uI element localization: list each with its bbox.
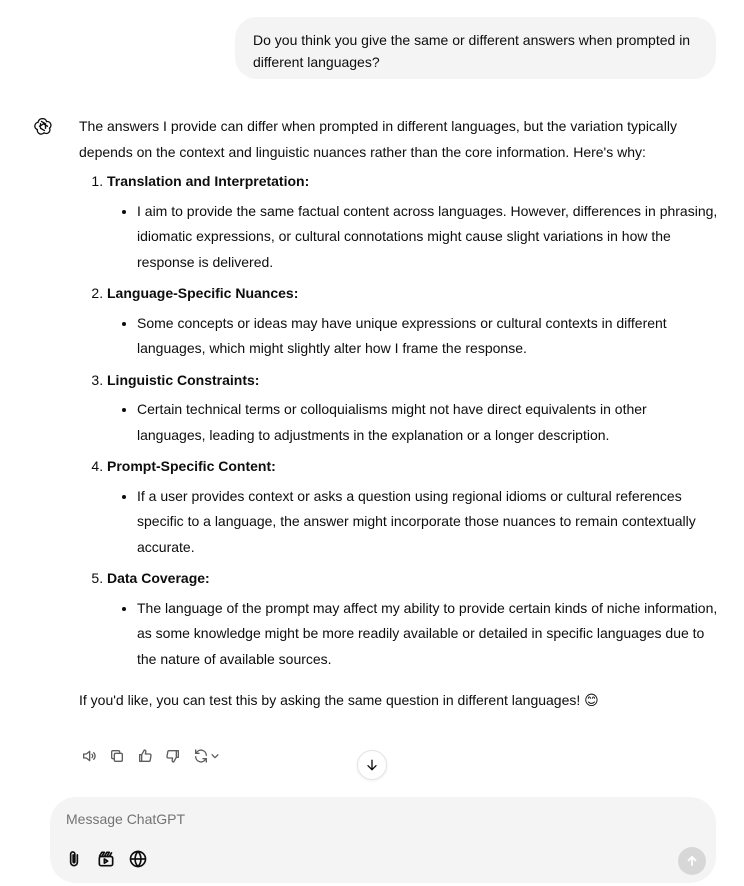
message-actions (79, 745, 221, 767)
arrow-down-icon (364, 757, 380, 773)
reply-closing (79, 688, 719, 714)
thumbs-up-button[interactable] (135, 745, 154, 767)
point-title: 5. Data Coverage: (107, 570, 210, 586)
chevron-down-icon (210, 751, 220, 761)
point-bullet: • The language of the prompt may affect my ability to provide certain kinds of niche information, as some knowledge might be more readily available or detailed in specific languages due to the nature of available sources. (137, 596, 719, 673)
point-title: 3. Linguistic Constraints: (107, 371, 260, 388)
point-title: 4. Prompt-Specific Content: (107, 458, 276, 474)
thumbs-down-button[interactable] (163, 745, 182, 767)
point-bullets (107, 596, 719, 673)
reply-points-list (79, 169, 719, 672)
reply-point (107, 566, 719, 672)
arrow-up-icon (685, 854, 699, 868)
point-bullet: • Certain technical terms or colloquialisms might not have direct equivalents in other languages, leading to adjustments in the explanation or a longer description. (137, 397, 719, 448)
copy-button[interactable] (107, 745, 126, 767)
reply-point (107, 454, 719, 560)
assistant-avatar (30, 113, 56, 139)
regenerate-icon (193, 748, 209, 764)
read-aloud-icon (81, 748, 97, 764)
composer-tools (64, 848, 148, 870)
point-title: 1. Translation and Interpretation: (107, 173, 310, 189)
attach-button[interactable] (64, 848, 84, 870)
point-bullet: • If a user provides context or asks a question using regional idioms or cultural references specific to a language, the answer might incorporate those nuances to remain contextually accurate. (137, 484, 719, 561)
point-bullet: • Some concepts or ideas may have unique expressions or cultural contexts in different languages, which might slightly alter how I frame the response. (137, 311, 719, 362)
point-title: 2. Language-Specific Nuances: (107, 285, 299, 301)
message-input[interactable] (66, 809, 666, 829)
point-bullets (107, 484, 719, 561)
thumbs-down-icon (165, 748, 181, 764)
send-button[interactable] (678, 847, 706, 875)
user-message-bubble (235, 17, 716, 79)
closing-text: If you'd like, you can test this by asking the same question in different languages! (79, 692, 581, 708)
globe-icon (128, 849, 148, 869)
assistant-reply (79, 114, 719, 714)
point-bullets (107, 199, 719, 276)
point-bullet: • I aim to provide the same factual content across languages. However, differences in phrasing, idiomatic expressions, or cultural connotations might cause slight variations in how the response is delivered. (137, 199, 719, 276)
tools-button[interactable] (96, 848, 116, 870)
reply-point (107, 281, 719, 362)
openai-logo-icon (33, 116, 53, 136)
reply-point (107, 169, 719, 275)
copy-icon (109, 748, 125, 764)
message-composer (50, 797, 716, 883)
web-search-button[interactable] (128, 848, 148, 870)
tools-icon (96, 849, 116, 869)
user-message-text: Do you think you give the same or different answers when prompted in different languages? (253, 32, 691, 70)
point-bullets (107, 311, 719, 362)
point-bullets (107, 397, 719, 448)
reply-point (107, 368, 719, 449)
scroll-to-bottom-button[interactable] (357, 750, 387, 780)
attach-icon (64, 849, 84, 869)
read-aloud-button[interactable] (79, 745, 98, 767)
smile-emoji: 😊 (584, 692, 599, 708)
thumbs-up-icon (137, 748, 153, 764)
reply-intro: The answers I provide can differ when prompted in different languages, but the variation typically depends on the context and linguistic nuances rather than the core information. Here's why: (79, 118, 677, 160)
regenerate-button[interactable] (191, 745, 221, 767)
